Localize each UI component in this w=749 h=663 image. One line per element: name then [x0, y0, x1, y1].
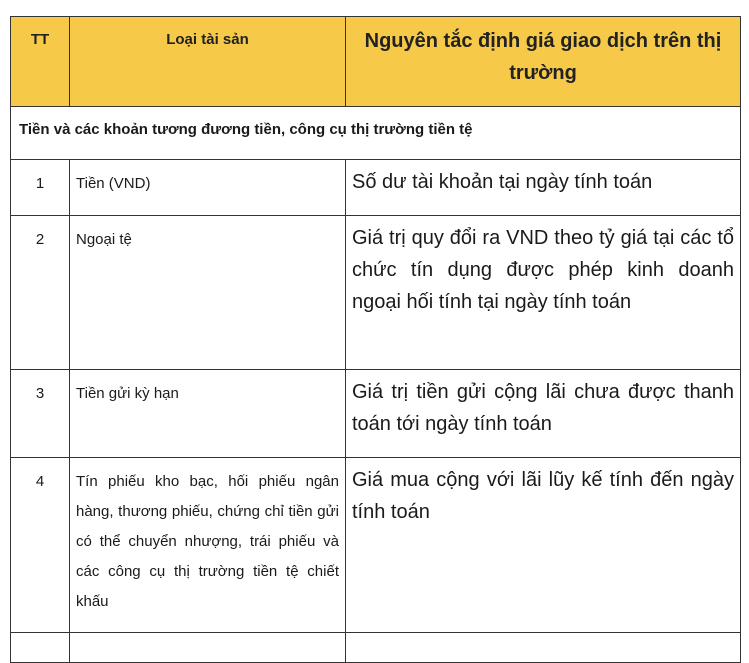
row-asset-type-empty [70, 633, 346, 663]
row-asset-type: Tín phiếu kho bạc, hối phiếu ngân hàng, thương phiếu, chứng chỉ tiền gửi có thể chuyển nhượng, trái phiếu và các công cụ thị trường tiền tệ chiết khấu [70, 458, 346, 633]
row-asset-type: Tiền gửi kỳ hạn [70, 370, 346, 458]
row-valuation-rule: Giá trị tiền gửi cộng lãi chưa được thanh toán tới ngày tính toán [346, 370, 741, 458]
header-valuation-rule: Nguyên tắc định giá giao dịch trên thị trường [346, 17, 741, 107]
row-asset-type: Tiền (VND) [70, 160, 346, 216]
table-header [11, 17, 741, 107]
section-row [11, 107, 741, 160]
table-row [11, 160, 741, 216]
row-number: 4 [11, 458, 70, 633]
row-number: 1 [11, 160, 70, 216]
row-valuation-rule: Giá trị quy đổi ra VND theo tỷ giá tại các tổ chức tín dụng được phép kinh doanh ngoại hối tính tại ngày tính toán [346, 216, 741, 370]
table-row [11, 216, 741, 370]
table-row-partial [11, 633, 741, 663]
row-asset-type: Ngoại tệ [70, 216, 346, 370]
row-number: 2 [11, 216, 70, 370]
row-number: 3 [11, 370, 70, 458]
header-tt: TT [11, 17, 70, 107]
valuation-table [10, 16, 741, 663]
header-row [11, 17, 741, 107]
table-row [11, 458, 741, 633]
header-asset-type: Loại tài sản [70, 17, 346, 107]
table-row [11, 370, 741, 458]
section-title: Tiền và các khoản tương đương tiền, công cụ thị trường tiền tệ [11, 107, 741, 160]
row-number-empty [11, 633, 70, 663]
row-valuation-rule-empty [346, 633, 741, 663]
row-valuation-rule: Giá mua cộng với lãi lũy kế tính đến ngày tính toán [346, 458, 741, 633]
row-valuation-rule: Số dư tài khoản tại ngày tính toán [346, 160, 741, 216]
